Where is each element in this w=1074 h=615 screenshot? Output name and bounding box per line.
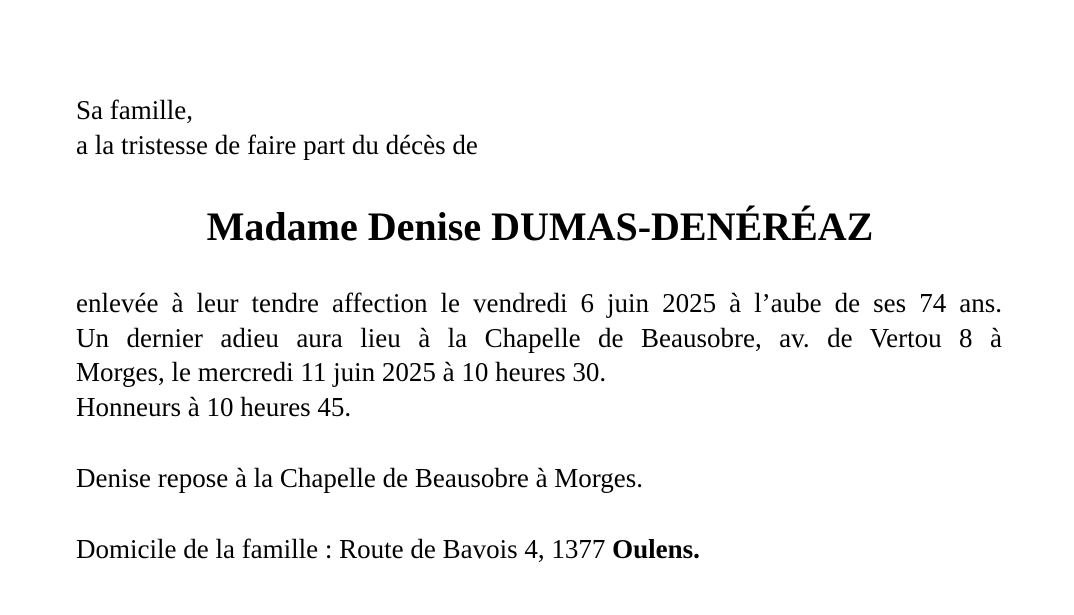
deceased-name: Madame Denise DUMAS-DENÉRÉAZ — [206, 204, 874, 249]
domicile-line — [76, 532, 1002, 567]
details-line-farewell: Un dernier adieu aura lieu à la Chapelle de Beausobre, av. de Vertou 8 à — [76, 322, 1002, 353]
domicile-paragraph — [76, 532, 1002, 567]
details-line-honours: Honneurs à 10 heures 45. — [76, 391, 352, 422]
details-line-ceremony-time: Morges, le mercredi 11 juin 2025 à 10 heures 30. — [76, 357, 607, 387]
repose-line: Denise repose à la Chapelle de Beausobre à Morges. — [76, 463, 644, 493]
intro-line-family: Sa famille, — [76, 95, 193, 125]
domicile-address: Domicile de la famille : Route de Bavois 4, 1377 — [76, 534, 613, 564]
details-line-passing: enlevée à leur tendre affection le vendredi 6 juin 2025 à l’aube de ses 74 ans. — [76, 288, 1002, 318]
details-paragraph — [76, 286, 1002, 424]
repose-paragraph — [76, 461, 1002, 496]
intro-text — [76, 93, 1002, 162]
intro-line-announcement: a la tristesse de faire part du décès de — [76, 129, 478, 160]
domicile-town: Oulens. — [612, 534, 700, 564]
